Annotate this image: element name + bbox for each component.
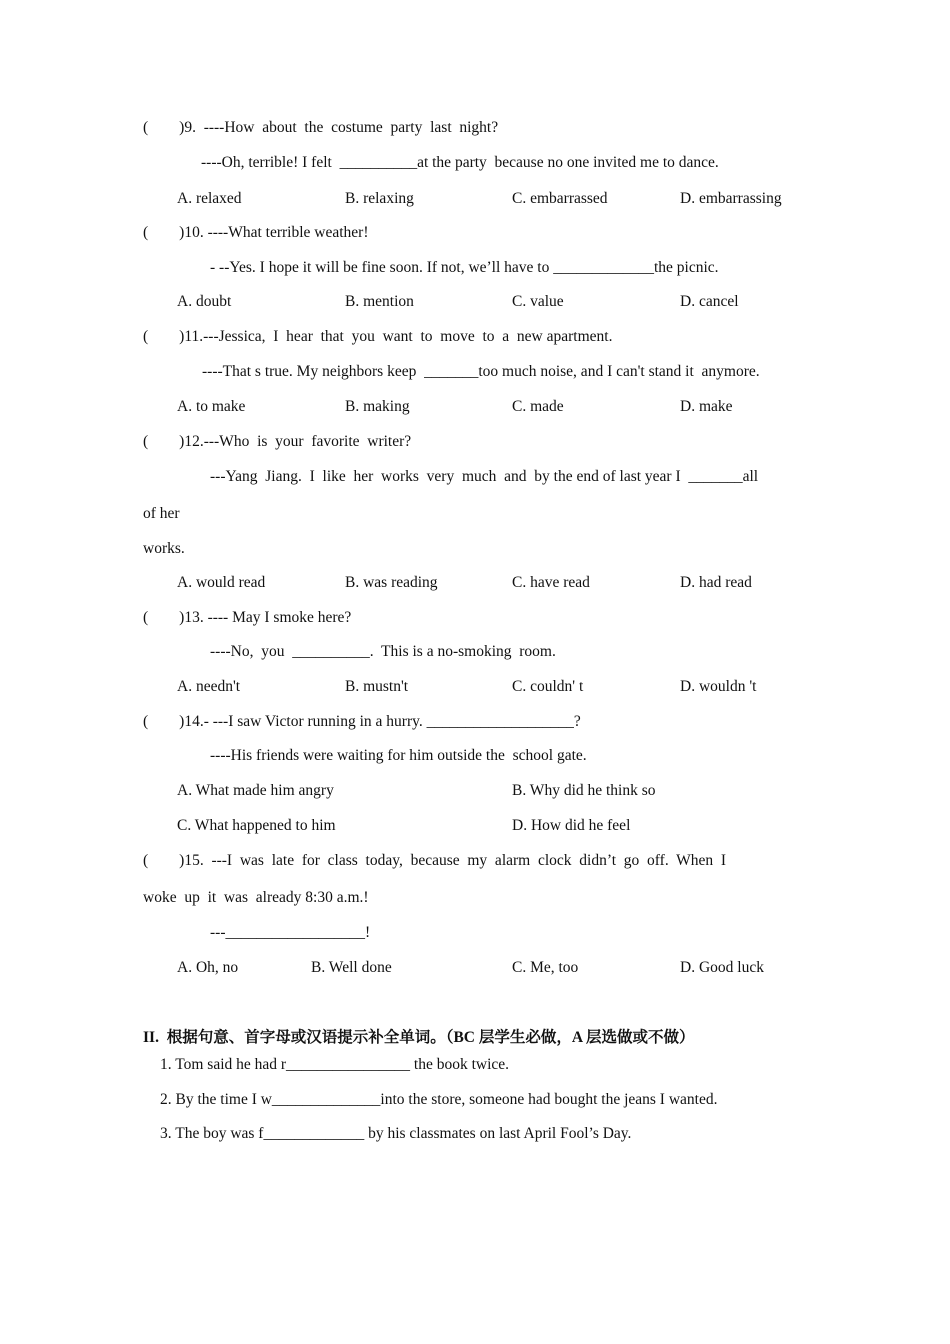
q14-option-c: C. What happened to him [177,817,336,834]
q14-option-b: B. Why did he think so [512,782,656,799]
q15-option-b: B. Well done [311,959,392,976]
section-2-item-2: 2. By the time I w______________into the store, someone had bought the jeans I wanted. [160,1091,718,1108]
q15-option-d: D. Good luck [680,959,764,976]
q15-stem-continuation: woke up it was already 8:30 a.m.! [143,889,369,906]
q10-reply: - --Yes. I hope it will be fine soon. If not, we’ll have to _____________the picnic. [210,259,719,276]
q9-reply: ----Oh, terrible! I felt __________at the party because no one invited me to dance. [201,154,719,171]
q12-option-d: D. had read [680,574,752,591]
q9-option-a: A. relaxed [177,190,242,207]
q14-option-d: D. How did he feel [512,817,631,834]
q13-option-c: C. couldn' t [512,678,584,695]
q12-reply-continuation-1: of her [143,505,180,522]
q10-option-d: D. cancel [680,293,739,310]
q13-option-d: D. wouldn 't [680,678,757,695]
q11-reply: ----That s true. My neighbors keep _______too much noise, and I can't stand it anymore. [202,363,760,380]
q10-stem: ( )10. ----What terrible weather! [143,224,369,241]
q14-reply: ----His friends were waiting for him outside the school gate. [210,747,587,764]
q12-option-a: A. would read [177,574,266,591]
q10-option-a: A. doubt [177,293,232,310]
q11-option-a: A. to make [177,398,246,415]
q12-stem: ( )12.---Who is your favorite writer? [143,433,412,450]
q11-option-b: B. making [345,398,410,415]
q12-reply: ---Yang Jiang. I like her works very much and by the end of last year I _______all [210,468,759,485]
q13-reply: ----No, you __________. This is a no-smoking room. [210,643,556,660]
q12-option-b: B. was reading [345,574,438,591]
q11-stem: ( )11.---Jessica, I hear that you want to move to a new apartment. [143,328,613,345]
q13-option-a: A. needn't [177,678,241,695]
q9-option-c: C. embarrassed [512,190,608,207]
q14-stem: ( )14.- ---I saw Victor running in a hurry. ___________________? [143,713,581,730]
q10-option-b: B. mention [345,293,414,310]
q9-stem: ( )9. ----How about the costume party last night? [143,119,499,136]
q15-reply: ---__________________! [210,924,371,941]
q13-stem: ( )13. ---- May I smoke here? [143,609,352,626]
section-2-heading: II. 根据句意、首字母或汉语提示补全单词。（BC 层学生必做，A 层选做或不做） [143,1029,695,1046]
q11-option-d: D. make [680,398,733,415]
q13-option-b: B. mustn't [345,678,409,695]
q15-option-c: C. Me, too [512,959,579,976]
section-2-item-3: 3. The boy was f_____________ by his classmates on last April Fool’s Day. [160,1125,632,1142]
section-2-item-1: 1. Tom said he had r________________ the book twice. [160,1056,510,1073]
q12-option-c: C. have read [512,574,590,591]
q14-option-a: A. What made him angry [177,782,334,799]
q12-reply-continuation-2: works. [143,540,185,557]
q11-option-c: C. made [512,398,564,415]
q15-option-a: A. Oh, no [177,959,239,976]
q9-option-b: B. relaxing [345,190,414,207]
q9-option-d: D. embarrassing [680,190,782,207]
q15-stem: ( )15. ---I was late for class today, because my alarm clock didn’t go off. When I [143,852,727,869]
q10-option-c: C. value [512,293,564,310]
